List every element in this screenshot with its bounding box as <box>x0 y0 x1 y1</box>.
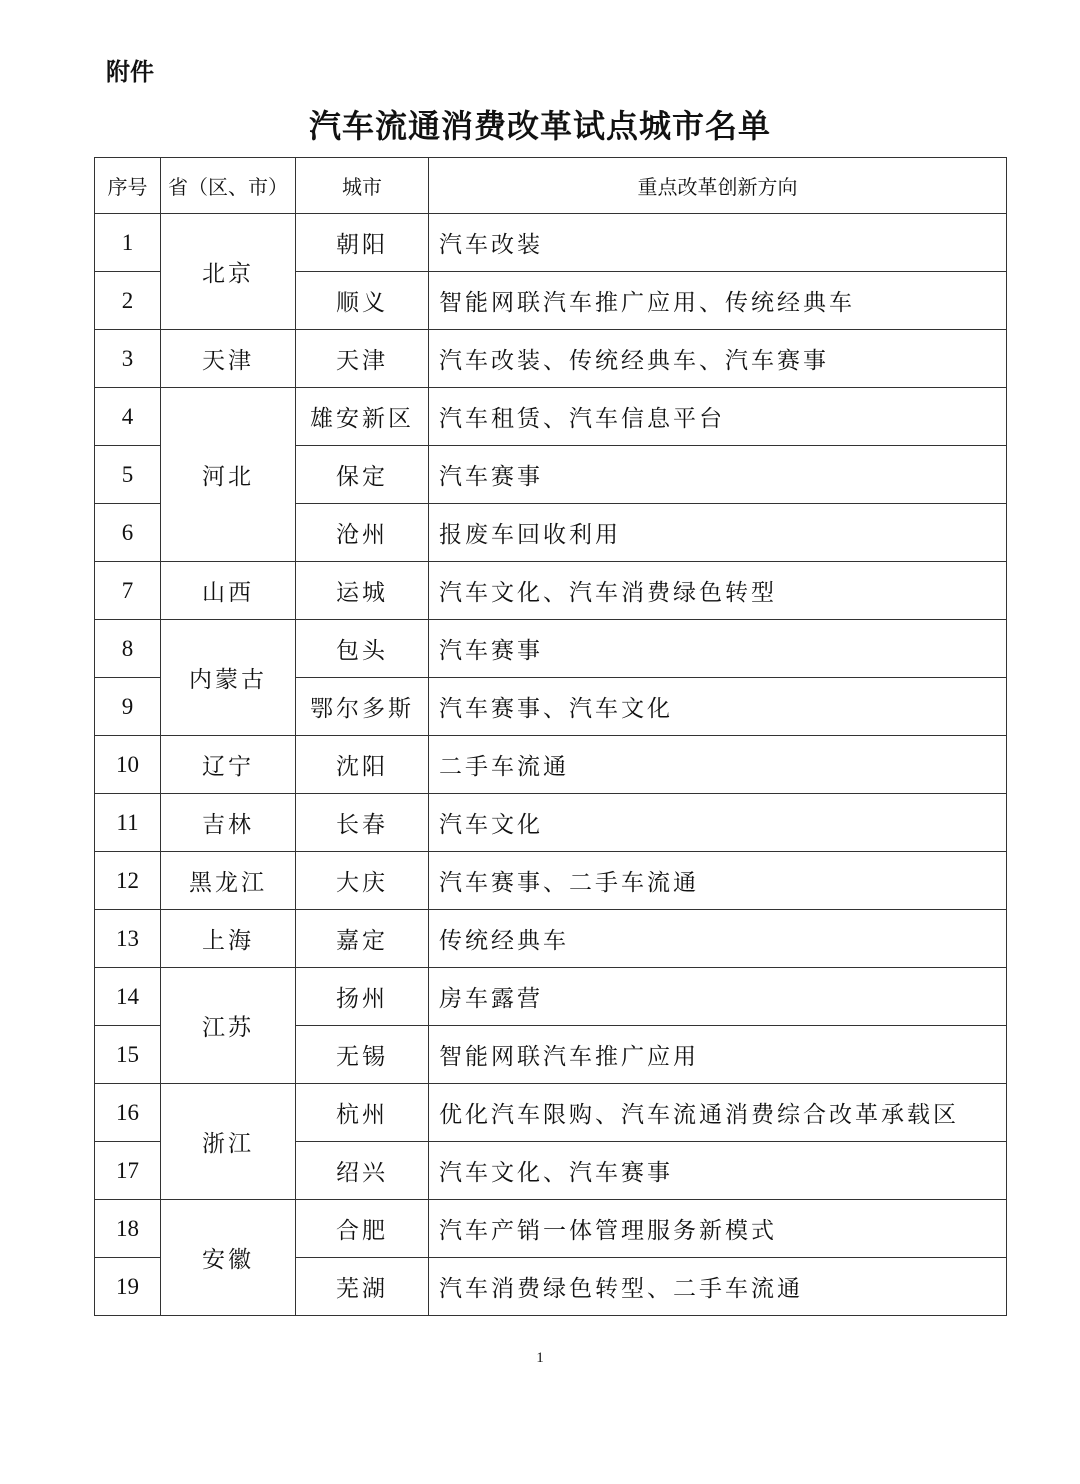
row-number: 11 <box>95 794 161 852</box>
city-cell: 鄂尔多斯 <box>296 678 429 736</box>
row-number: 7 <box>95 562 161 620</box>
direction-cell: 汽车产销一体管理服务新模式 <box>429 1200 1007 1258</box>
city-cell: 绍兴 <box>296 1142 429 1200</box>
city-cell: 包头 <box>296 620 429 678</box>
city-cell: 保定 <box>296 446 429 504</box>
direction-cell: 汽车改装 <box>429 214 1007 272</box>
city-cell: 无锡 <box>296 1026 429 1084</box>
province-cell: 河北 <box>161 388 296 562</box>
direction-cell: 汽车赛事 <box>429 620 1007 678</box>
direction-cell: 汽车消费绿色转型、二手车流通 <box>429 1258 1007 1316</box>
direction-cell: 二手车流通 <box>429 736 1007 794</box>
row-number: 19 <box>95 1258 161 1316</box>
direction-cell: 汽车赛事、二手车流通 <box>429 852 1007 910</box>
row-number: 9 <box>95 678 161 736</box>
province-cell: 浙江 <box>161 1084 296 1200</box>
direction-cell: 汽车赛事 <box>429 446 1007 504</box>
document-title: 汽车流通消费改革试点城市名单 <box>308 107 771 145</box>
row-number: 14 <box>95 968 161 1026</box>
province-cell: 上海 <box>161 910 296 968</box>
province-cell: 山西 <box>161 562 296 620</box>
table-row <box>95 1200 1007 1258</box>
direction-cell: 优化汽车限购、汽车流通消费综合改革承载区 <box>429 1084 1007 1142</box>
row-number: 15 <box>95 1026 161 1084</box>
province-cell: 黑龙江 <box>161 852 296 910</box>
city-cell: 嘉定 <box>296 910 429 968</box>
direction-cell: 汽车文化、汽车消费绿色转型 <box>429 562 1007 620</box>
row-number: 5 <box>95 446 161 504</box>
city-cell: 扬州 <box>296 968 429 1026</box>
header-direction: 重点改革创新方向 <box>429 158 1007 214</box>
pilot-cities-table <box>94 157 1007 1316</box>
row-number: 12 <box>95 852 161 910</box>
table-row <box>95 794 1007 852</box>
direction-cell: 智能网联汽车推广应用、传统经典车 <box>429 272 1007 330</box>
direction-cell: 汽车文化、汽车赛事 <box>429 1142 1007 1200</box>
header-province: 省（区、市） <box>161 158 296 214</box>
direction-cell: 智能网联汽车推广应用 <box>429 1026 1007 1084</box>
row-number: 17 <box>95 1142 161 1200</box>
table-row <box>95 388 1007 446</box>
row-number: 16 <box>95 1084 161 1142</box>
header-no: 序号 <box>95 158 161 214</box>
page-number: 1 <box>536 1350 544 1366</box>
row-number: 4 <box>95 388 161 446</box>
city-cell: 朝阳 <box>296 214 429 272</box>
city-cell: 芜湖 <box>296 1258 429 1316</box>
province-cell: 安徽 <box>161 1200 296 1316</box>
province-cell: 北京 <box>161 214 296 330</box>
table-row <box>95 736 1007 794</box>
table-header-row <box>95 158 1007 214</box>
table-row <box>95 1084 1007 1142</box>
direction-cell: 房车露营 <box>429 968 1007 1026</box>
table-row <box>95 330 1007 388</box>
city-cell: 顺义 <box>296 272 429 330</box>
province-cell: 内蒙古 <box>161 620 296 736</box>
table-body <box>95 214 1007 1316</box>
row-number: 18 <box>95 1200 161 1258</box>
table-row <box>95 214 1007 272</box>
row-number: 8 <box>95 620 161 678</box>
row-number: 1 <box>95 214 161 272</box>
province-cell: 江苏 <box>161 968 296 1084</box>
city-cell: 长春 <box>296 794 429 852</box>
city-cell: 沧州 <box>296 504 429 562</box>
direction-cell: 汽车文化 <box>429 794 1007 852</box>
direction-cell: 汽车赛事、汽车文化 <box>429 678 1007 736</box>
direction-cell: 报废车回收利用 <box>429 504 1007 562</box>
header-city: 城市 <box>296 158 429 214</box>
city-cell: 杭州 <box>296 1084 429 1142</box>
attachment-label: 附件 <box>106 58 154 86</box>
row-number: 10 <box>95 736 161 794</box>
city-cell: 天津 <box>296 330 429 388</box>
city-cell: 雄安新区 <box>296 388 429 446</box>
table-row <box>95 562 1007 620</box>
direction-cell: 汽车改装、传统经典车、汽车赛事 <box>429 330 1007 388</box>
province-cell: 天津 <box>161 330 296 388</box>
city-cell: 合肥 <box>296 1200 429 1258</box>
province-cell: 吉林 <box>161 794 296 852</box>
row-number: 3 <box>95 330 161 388</box>
direction-cell: 传统经典车 <box>429 910 1007 968</box>
direction-cell: 汽车租赁、汽车信息平台 <box>429 388 1007 446</box>
city-cell: 运城 <box>296 562 429 620</box>
province-cell: 辽宁 <box>161 736 296 794</box>
table-row <box>95 910 1007 968</box>
row-number: 13 <box>95 910 161 968</box>
table-row <box>95 620 1007 678</box>
table-row <box>95 852 1007 910</box>
city-cell: 沈阳 <box>296 736 429 794</box>
row-number: 6 <box>95 504 161 562</box>
table-row <box>95 968 1007 1026</box>
row-number: 2 <box>95 272 161 330</box>
city-cell: 大庆 <box>296 852 429 910</box>
